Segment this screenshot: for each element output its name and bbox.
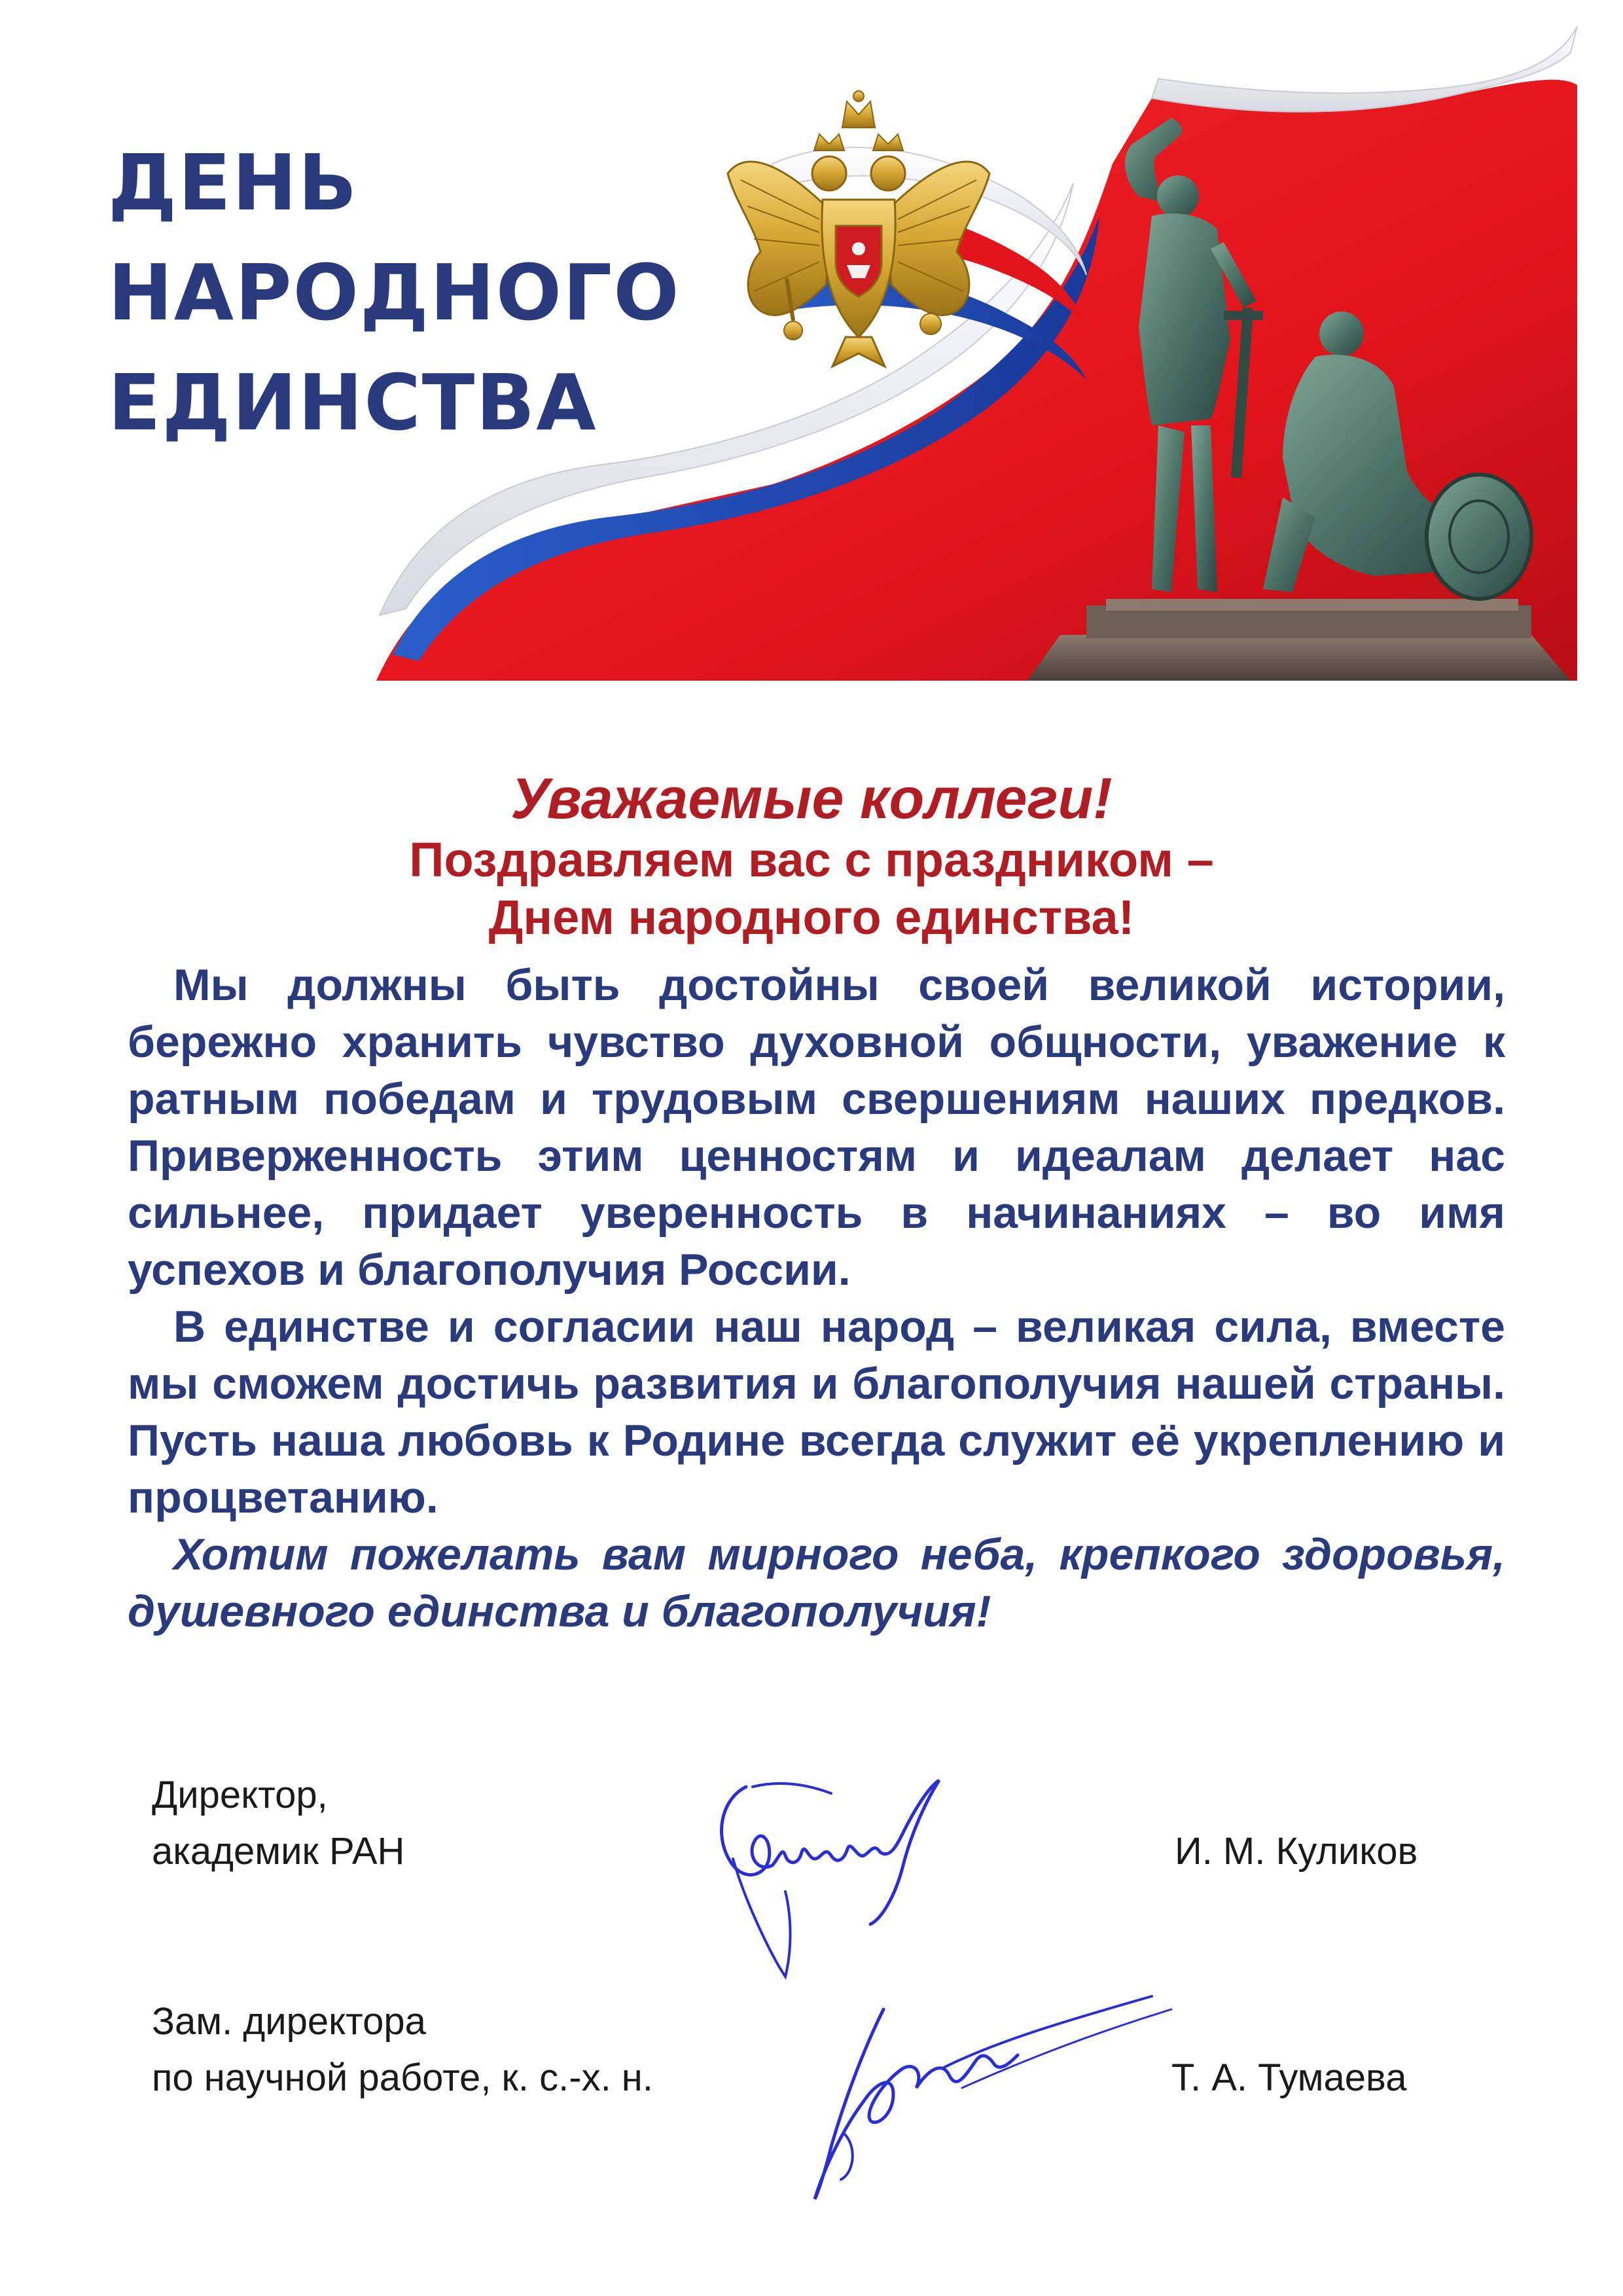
body-paragraph-2: В единстве и согласии наш народ – великая сила, вместе мы сможем достичь развития и благополучия нашей страны. Пусть наша любовь к Родине всегда служит её укреплению и процветанию.: [128, 1302, 1505, 1522]
signatory-1-name: И. М. Куликов: [1175, 1830, 1418, 1873]
signatory-1-title: [152, 1767, 404, 1880]
title-line-2: НАРОДНОГО: [108, 247, 681, 338]
letter-body: [128, 957, 1505, 1640]
signatory-1-rank: академик РАН: [152, 1830, 405, 1873]
coat-of-arms-icon: [728, 91, 990, 367]
signatory-1-position: Директор,: [152, 1774, 328, 1816]
salutation: Уважаемые коллеги!: [510, 766, 1113, 831]
title-line-1: ДЕНЬ: [108, 137, 359, 228]
body-paragraph-1: Мы должны быть достойны своей великой истории, бережно хранить чувство духовной общности, уважение к ратным победам и трудовым свершениям наших предков. Приверженность этим ценностям и идеалам делает нас сильнее, придает уверенность в начинаниях – во имя успехов и благополучия России.: [128, 960, 1505, 1295]
page-title: [108, 128, 762, 457]
signatory-2-name: Т. А. Тумаева: [1171, 2056, 1407, 2099]
title-line-3: ЕДИНСТВА: [108, 357, 597, 448]
signatory-2-rank: по научной работе, к. с.-х. н.: [152, 2056, 653, 2099]
handwritten-signature-2: [779, 1983, 1198, 2206]
body-paragraph-wish: Хотим пожелать вам мирного неба, крепкого здоровья, душевного единства и благополучия!: [128, 1530, 1505, 1636]
handwritten-signature-1: [707, 1761, 982, 1996]
greeting-block: [131, 766, 1492, 946]
signatory-2-title: [152, 1994, 653, 2106]
congratulation-line-2: Днем народного единства!: [488, 890, 1135, 944]
signatory-2-position: Зам. директора: [152, 2000, 426, 2043]
congratulation-line-1: Поздравляем вас с праздником –: [409, 833, 1214, 887]
